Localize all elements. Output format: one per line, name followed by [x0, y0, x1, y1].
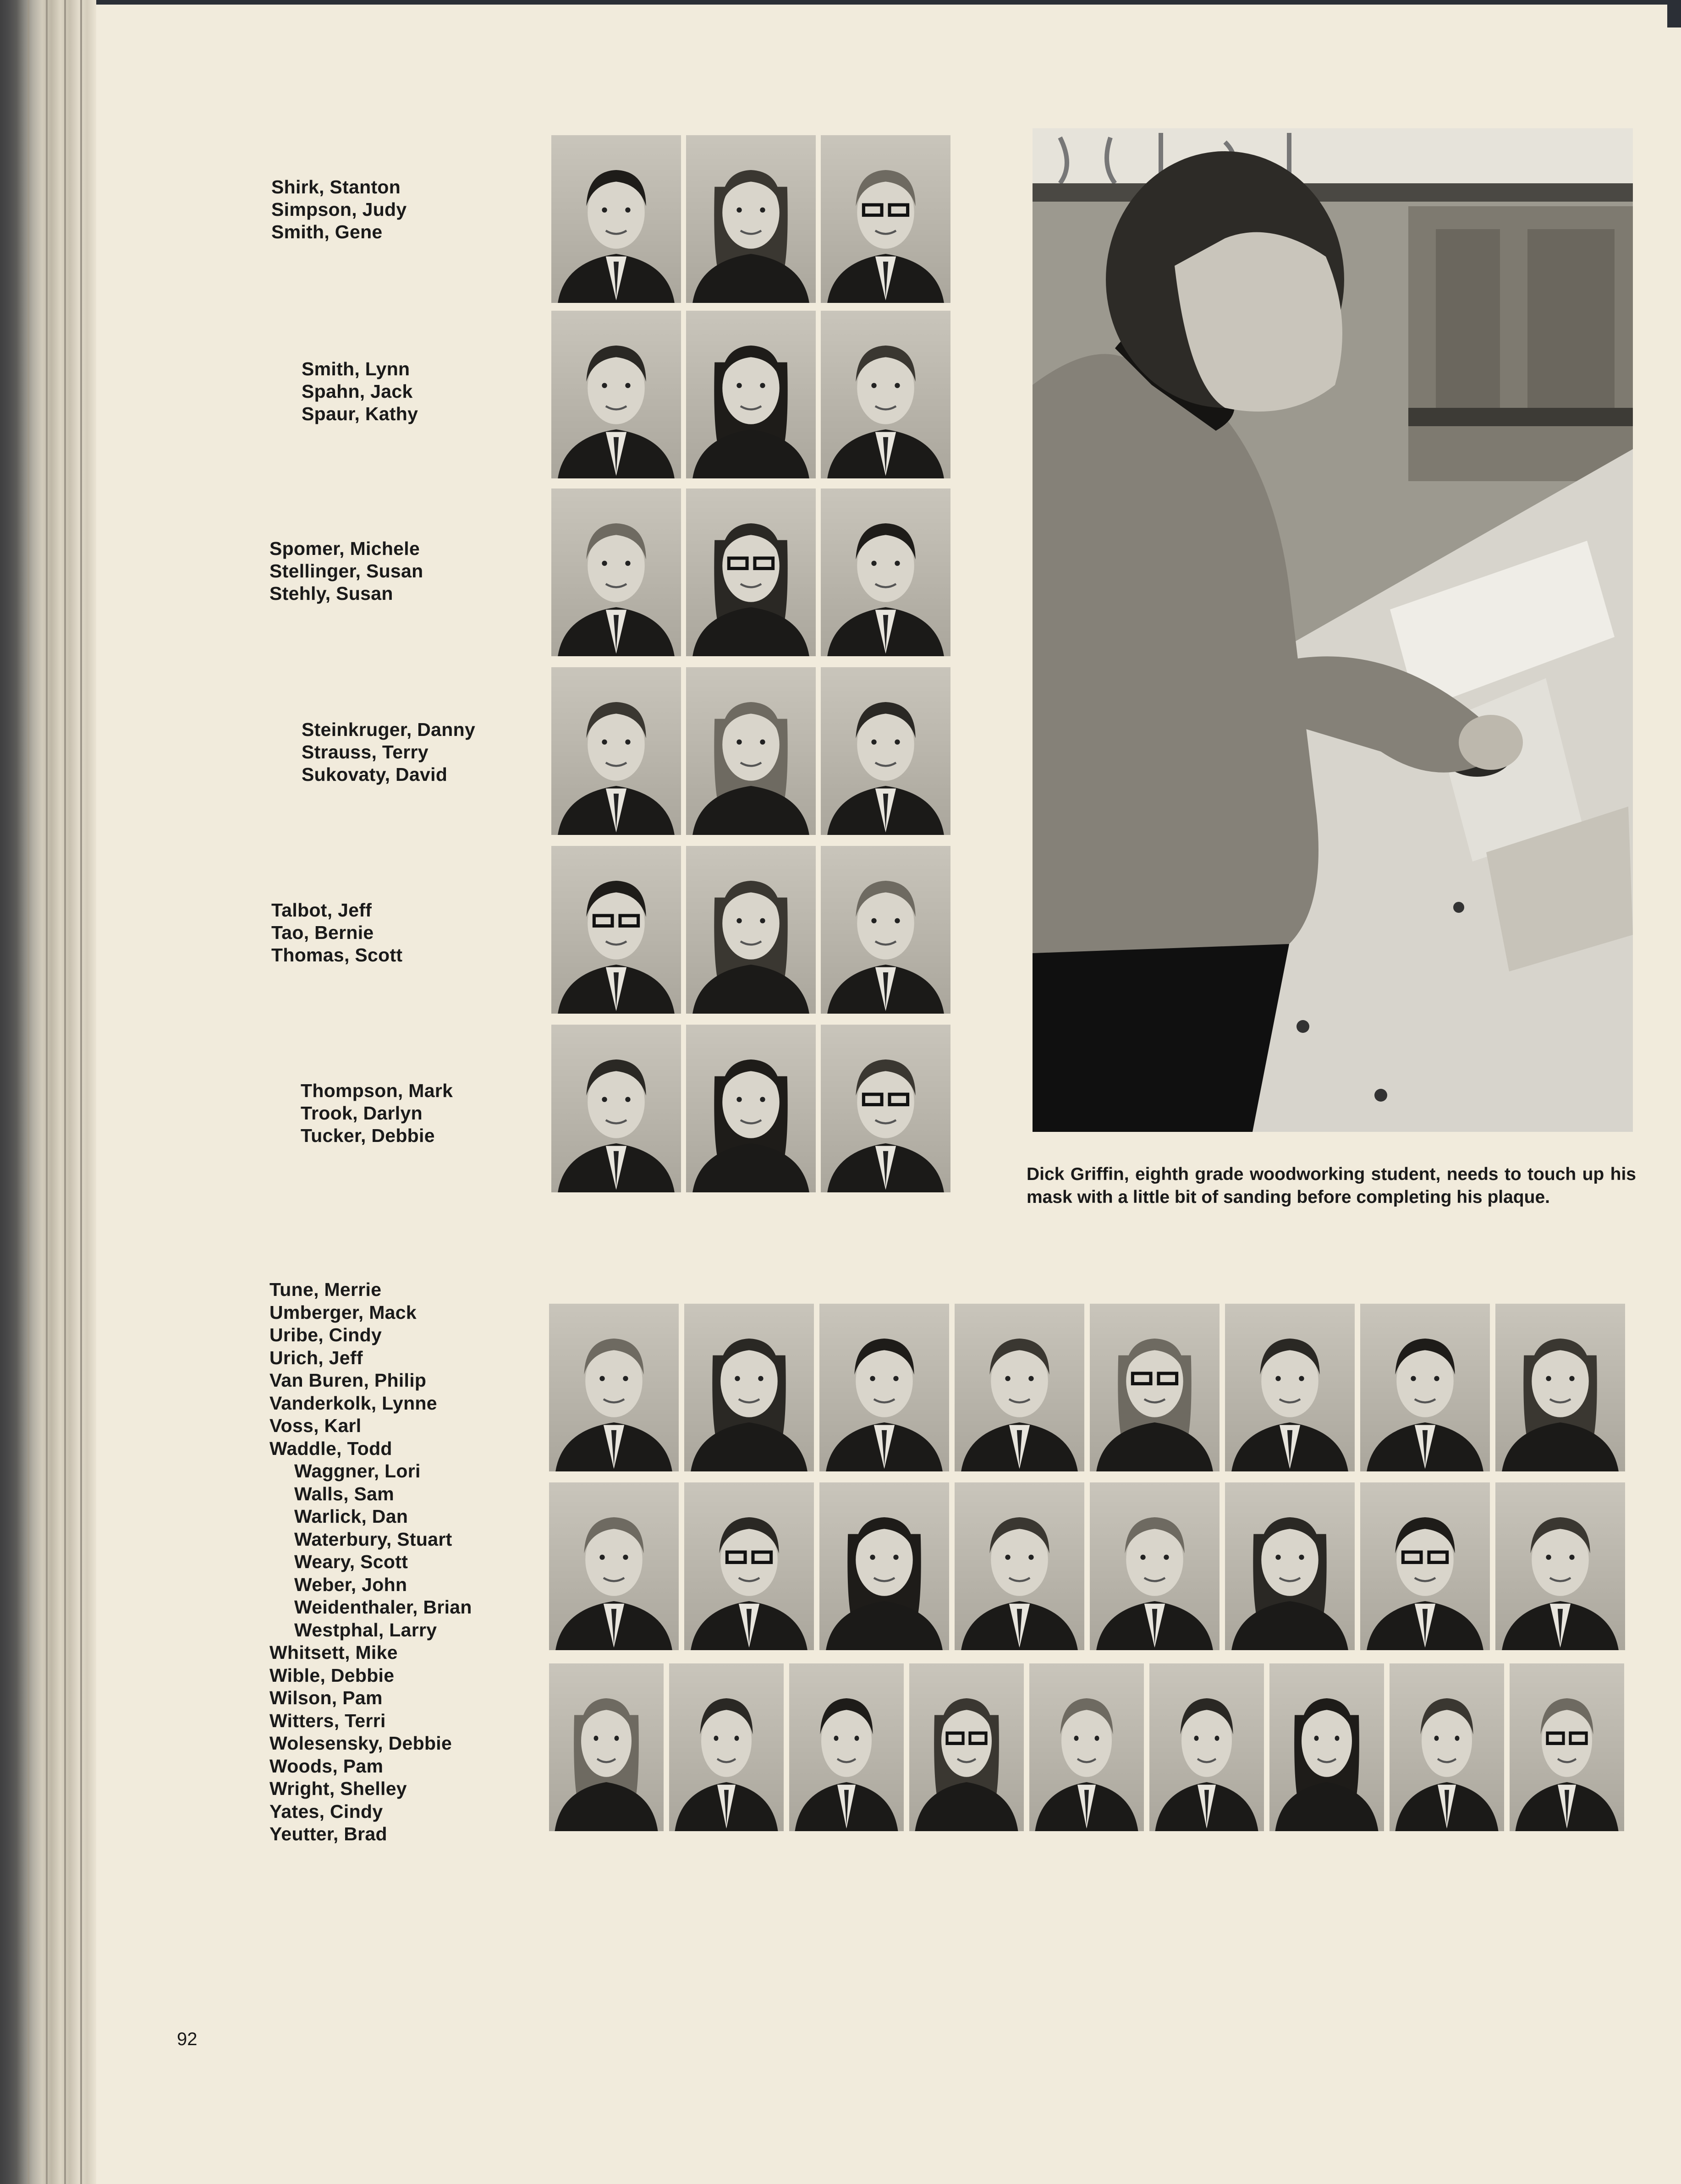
student-portrait: [1269, 1663, 1384, 1831]
student-name: Strauss, Terry: [302, 741, 428, 763]
student-name: Thompson, Mark: [301, 1080, 453, 1101]
student-portrait: [821, 135, 950, 303]
student-name: Umberger, Mack: [269, 1301, 417, 1323]
student-portrait: [551, 1025, 681, 1192]
student-name: Tao, Bernie: [271, 922, 374, 943]
student-name: Spahn, Jack: [302, 381, 413, 402]
name-group-3: [269, 538, 423, 605]
student-name: Steinkruger, Danny: [302, 719, 476, 740]
student-portrait: [551, 667, 681, 835]
student-portrait: [1029, 1663, 1144, 1831]
student-name: Stellinger, Susan: [269, 560, 423, 582]
student-portrait: [789, 1663, 904, 1831]
roster-list: [269, 1279, 472, 1846]
student-portrait: [1090, 1304, 1220, 1471]
student-portrait: [1149, 1663, 1264, 1831]
student-name: Wright, Shelley: [269, 1778, 407, 1799]
student-portrait: [821, 1025, 950, 1192]
student-name: Uribe, Cindy: [269, 1324, 382, 1345]
student-name: Tucker, Debbie: [301, 1125, 435, 1146]
student-name: Westphal, Larry: [294, 1619, 437, 1641]
student-portrait: [1225, 1304, 1355, 1471]
book-page-edges: [0, 0, 96, 2184]
student-name: Tune, Merrie: [269, 1279, 382, 1300]
name-group-1: [271, 176, 407, 243]
student-name: Spomer, Michele: [269, 538, 420, 559]
student-portrait: [551, 488, 681, 656]
student-name: Spaur, Kathy: [302, 403, 418, 424]
student-name: Smith, Lynn: [302, 358, 410, 379]
student-name: Thomas, Scott: [271, 944, 403, 966]
scan-corner: [1667, 0, 1681, 27]
student-name: Wible, Debbie: [269, 1664, 395, 1686]
student-name: Yeutter, Brad: [269, 1823, 387, 1844]
student-portrait: [1360, 1482, 1490, 1650]
student-name: Talbot, Jeff: [271, 900, 372, 921]
student-portrait: [1360, 1304, 1490, 1471]
student-portrait: [669, 1663, 784, 1831]
student-portrait: [549, 1304, 679, 1471]
student-name: Voss, Karl: [269, 1415, 362, 1436]
student-portrait: [686, 311, 816, 478]
name-group-6: [301, 1080, 453, 1147]
student-portrait: [1090, 1482, 1220, 1650]
student-portrait: [1495, 1482, 1625, 1650]
student-portrait: [821, 311, 950, 478]
student-name: Wilson, Pam: [269, 1687, 383, 1708]
student-name: Stehly, Susan: [269, 583, 393, 604]
student-portrait: [684, 1304, 814, 1471]
student-portrait: [684, 1482, 814, 1650]
student-name: Vanderkolk, Lynne: [269, 1392, 437, 1414]
student-portrait: [819, 1304, 949, 1471]
student-name: Yates, Cindy: [269, 1800, 383, 1822]
name-group-2: [302, 358, 418, 425]
student-name: Woods, Pam: [269, 1755, 384, 1777]
student-portrait: [821, 667, 950, 835]
student-portrait: [549, 1482, 679, 1650]
student-name: Smith, Gene: [271, 221, 383, 242]
student-name: Wolesensky, Debbie: [269, 1733, 452, 1754]
student-name: Van Buren, Philip: [269, 1370, 427, 1391]
student-name: Simpson, Judy: [271, 199, 407, 220]
page-number: 92: [177, 2029, 198, 2049]
student-portrait: [1495, 1304, 1625, 1471]
student-portrait: [686, 667, 816, 835]
student-name: Walls, Sam: [294, 1483, 394, 1504]
student-portrait: [549, 1663, 664, 1831]
student-portrait: [686, 1025, 816, 1192]
student-name: Witters, Terri: [269, 1710, 386, 1731]
student-name: Weber, John: [294, 1574, 407, 1595]
student-portrait: [1390, 1663, 1504, 1831]
student-portrait: [1510, 1663, 1624, 1831]
student-portrait: [909, 1663, 1024, 1831]
woodworking-photo: [1033, 128, 1633, 1132]
student-portrait: [551, 311, 681, 478]
student-portrait: [551, 846, 681, 1014]
student-name: Shirk, Stanton: [271, 176, 401, 198]
student-portrait: [551, 135, 681, 303]
student-name: Weidenthaler, Brian: [294, 1597, 472, 1618]
student-name: Waterbury, Stuart: [294, 1528, 452, 1550]
name-group-5: [271, 899, 402, 966]
student-name: Waggner, Lori: [294, 1460, 421, 1482]
scan-top-edge: [0, 0, 1681, 5]
student-portrait: [955, 1304, 1084, 1471]
student-portrait: [955, 1482, 1084, 1650]
student-portrait: [821, 488, 950, 656]
student-name: Weary, Scott: [294, 1551, 408, 1572]
student-portrait: [1225, 1482, 1355, 1650]
student-portrait: [686, 488, 816, 656]
student-name: Warlick, Dan: [294, 1506, 408, 1527]
student-name: Sukovaty, David: [302, 764, 448, 785]
name-group-4: [302, 719, 475, 786]
student-name: Urich, Jeff: [269, 1347, 363, 1368]
student-name: Trook, Darlyn: [301, 1103, 423, 1124]
student-portrait: [686, 846, 816, 1014]
student-name: Whitsett, Mike: [269, 1642, 398, 1663]
student-portrait: [821, 846, 950, 1014]
student-name: Waddle, Todd: [269, 1438, 392, 1459]
photo-caption: Dick Griffin, eighth grade woodworking student, needs to touch up his mask with a little bit of sanding before completing his plaque.: [1027, 1164, 1636, 1207]
student-portrait: [819, 1482, 949, 1650]
student-portrait: [686, 135, 816, 303]
